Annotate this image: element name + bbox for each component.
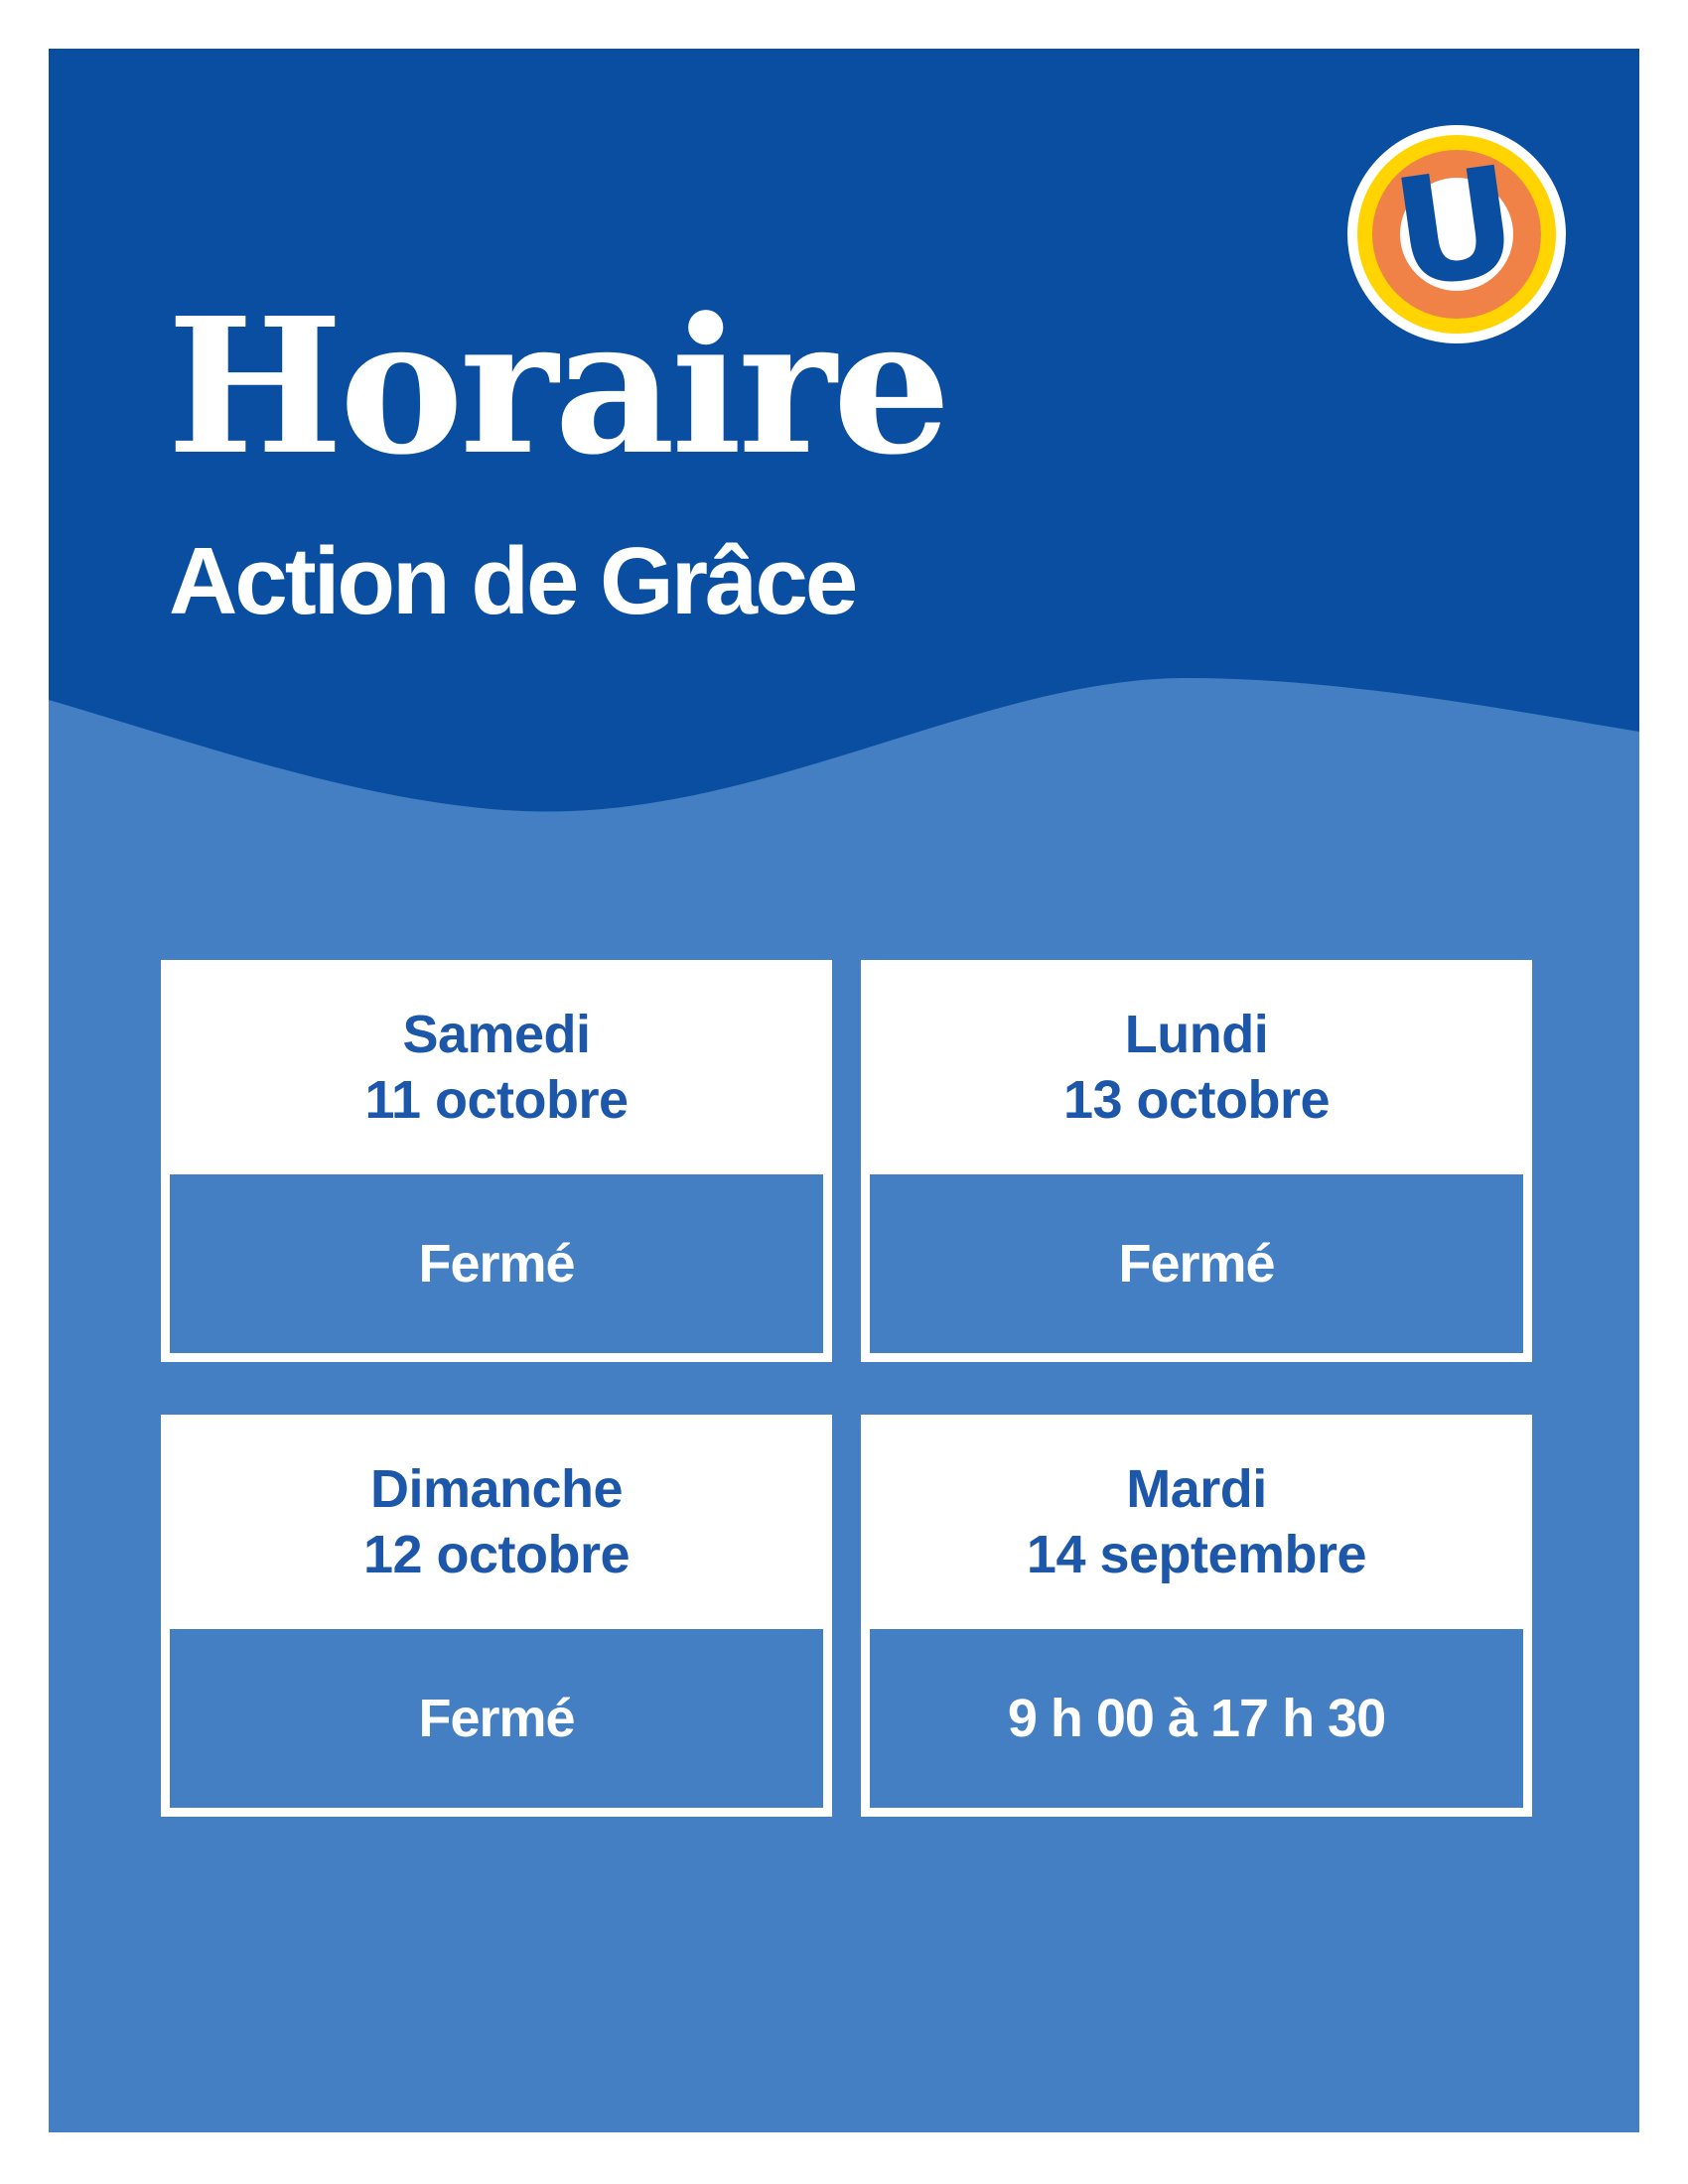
card-date-section <box>161 960 832 1174</box>
logo-white-center <box>1383 134 1528 323</box>
card-hours-label: Fermé <box>418 1234 575 1294</box>
logo-u-letter: U <box>1383 134 1528 323</box>
page-subtitle: Action de Grâce <box>169 528 856 634</box>
card-day-label: Samedi <box>402 1005 591 1064</box>
page-title: Horaire <box>167 277 947 496</box>
card-date-label: 11 octobre <box>364 1070 629 1130</box>
logo-yellow-ring <box>1357 135 1556 334</box>
card-date-label: 13 octobre <box>1062 1070 1331 1130</box>
schedule-card-tuesday <box>861 1415 1532 1817</box>
schedule-card-sunday <box>161 1415 832 1817</box>
card-day-label: Dimanche <box>369 1459 624 1519</box>
schedule-card-monday <box>861 960 1532 1362</box>
card-day-label: Mardi <box>1126 1459 1267 1519</box>
card-day-label: Lundi <box>1124 1005 1269 1064</box>
card-hours-label: Fermé <box>418 1689 575 1748</box>
card-hours-label: Fermé <box>1118 1234 1275 1294</box>
logo-orange-ring <box>1372 134 1541 323</box>
card-date-label: 12 octobre <box>362 1525 631 1584</box>
card-date-label: 14 septembre <box>1026 1525 1367 1584</box>
poster-content <box>49 49 1639 2132</box>
card-hours-band <box>870 1174 1523 1353</box>
card-date-section <box>161 1415 832 1629</box>
card-hours-label: 9 h 00 à 17 h 30 <box>1007 1689 1386 1748</box>
card-date-section <box>861 960 1532 1174</box>
schedule-card-saturday <box>161 960 832 1362</box>
magasins-u-logo-icon <box>1347 125 1566 343</box>
card-date-section <box>861 1415 1532 1629</box>
card-hours-band <box>170 1174 823 1353</box>
card-hours-band <box>870 1629 1523 1808</box>
card-hours-band <box>170 1629 823 1808</box>
